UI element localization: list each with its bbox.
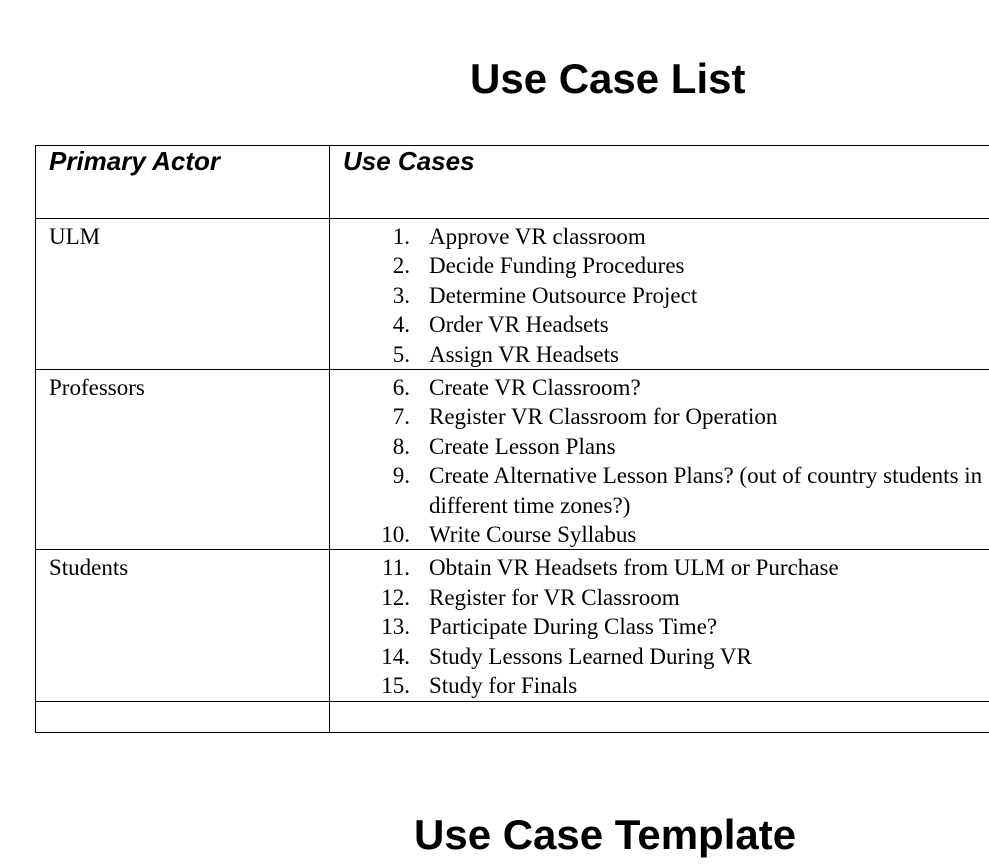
- actor-cell: ULM: [36, 219, 330, 370]
- item-text: Determine Outsource Project: [429, 282, 698, 308]
- table-row: [36, 550, 989, 701]
- item-number: 4.: [392, 312, 410, 338]
- item-number: 2.: [392, 253, 410, 279]
- item-number: 8.: [392, 433, 410, 459]
- use-case-list: [330, 222, 989, 369]
- actor-cell: Students: [36, 550, 330, 701]
- list-item: [330, 461, 989, 520]
- item-text: Create VR Classroom?: [429, 375, 641, 401]
- item-number: 13.: [381, 614, 410, 640]
- list-item: [330, 222, 989, 251]
- item-text: Study Lessons Learned During VR: [429, 643, 752, 669]
- item-text: Approve VR classroom: [429, 224, 646, 249]
- use-cases-header: Use Cases: [330, 146, 989, 219]
- table-row: [36, 370, 989, 550]
- list-item: [330, 612, 989, 641]
- table-header-row: [36, 146, 989, 219]
- item-text: Assign VR Headsets: [429, 341, 619, 367]
- item-number: 7.: [392, 404, 410, 430]
- item-number: 11.: [382, 555, 410, 581]
- list-item: [330, 402, 989, 431]
- list-item: [330, 642, 989, 671]
- item-number: 9.: [392, 463, 410, 489]
- item-text: Create Lesson Plans: [429, 433, 616, 459]
- list-item: [330, 553, 989, 582]
- list-item: [330, 432, 989, 461]
- item-text: Study for Finals: [429, 673, 578, 699]
- section-title: Use Case Template: [414, 811, 797, 858]
- empty-table-row: [36, 701, 989, 732]
- list-item: [330, 583, 989, 612]
- item-text: Decide Funding Procedures: [429, 253, 685, 279]
- item-number: 14.: [381, 643, 410, 669]
- item-number: 1.: [392, 224, 410, 249]
- list-item: [330, 373, 989, 402]
- page-title: Use Case List: [470, 55, 746, 102]
- use-case-list: [330, 553, 989, 700]
- use-case-list: [330, 373, 989, 549]
- list-item: [330, 281, 989, 310]
- actor-cell: Professors: [36, 370, 330, 550]
- item-text: Order VR Headsets: [429, 312, 609, 338]
- list-item: [330, 520, 989, 549]
- empty-cell: [36, 701, 330, 732]
- empty-cell: [330, 701, 989, 732]
- use-cases-cell: [330, 550, 989, 701]
- item-number: 15.: [381, 673, 410, 699]
- item-number: 6.: [392, 375, 410, 401]
- item-number: 10.: [381, 522, 410, 548]
- table-row: [36, 219, 989, 370]
- item-text: Participate During Class Time?: [429, 614, 718, 640]
- use-cases-cell: [330, 219, 989, 370]
- list-item: [330, 310, 989, 339]
- list-item: [330, 671, 989, 700]
- item-text: Create Alternative Lesson Plans? (out of country students in different time zones?): [429, 463, 983, 518]
- use-case-table: [35, 145, 989, 733]
- list-item: [330, 340, 989, 369]
- item-text: Register VR Classroom for Operation: [429, 404, 778, 430]
- item-number: 3.: [392, 282, 410, 308]
- item-text: Register for VR Classroom: [429, 584, 680, 610]
- list-item: [330, 251, 989, 280]
- item-text: Obtain VR Headsets from ULM or Purchase: [429, 555, 839, 581]
- use-cases-cell: [330, 370, 989, 550]
- item-number: 5.: [392, 341, 410, 367]
- item-number: 12.: [381, 584, 410, 610]
- item-text: Write Course Syllabus: [429, 522, 637, 548]
- primary-actor-header: Primary Actor: [36, 146, 330, 219]
